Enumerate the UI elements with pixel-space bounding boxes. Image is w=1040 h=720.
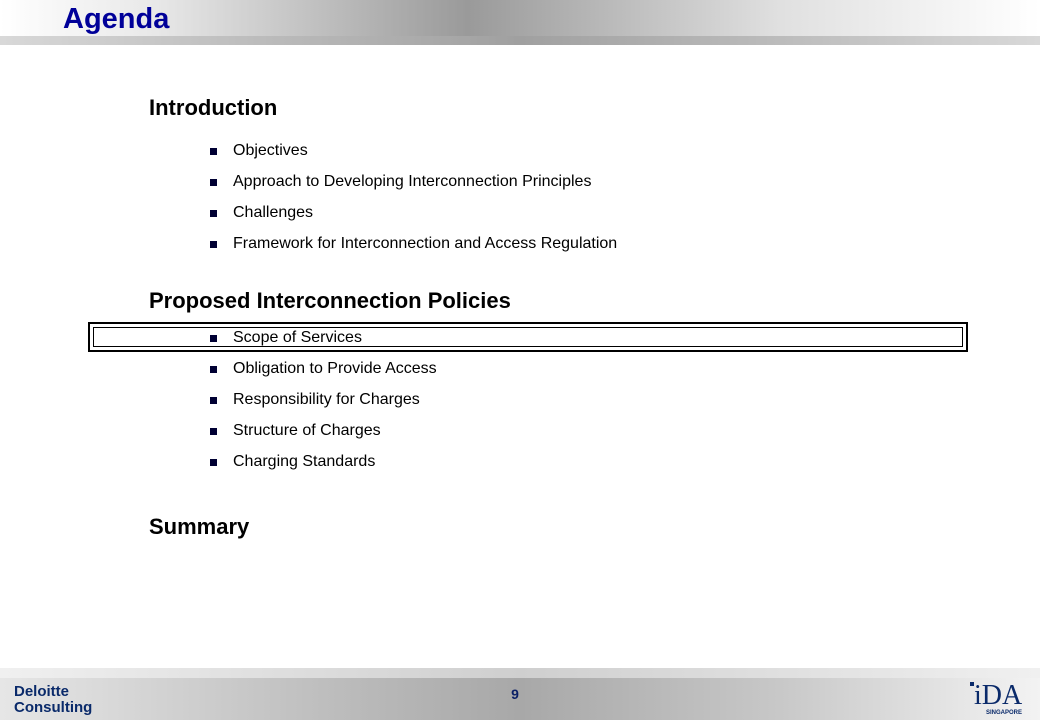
list-item-highlighted (210, 327, 362, 349)
list-item (210, 140, 308, 162)
list-item (210, 202, 313, 224)
bullet-square-icon (210, 241, 217, 248)
page-number: 9 (511, 686, 519, 702)
list-item-label: Framework for Interconnection and Access Regulation (233, 235, 618, 252)
list-item-label: Objectives (233, 142, 308, 159)
bullet-square-icon (210, 397, 217, 404)
list-item (210, 420, 381, 442)
bullet-square-icon (210, 148, 217, 155)
ida-logo-text: iDA (974, 680, 1023, 711)
deloitte-consulting-logo (14, 684, 114, 716)
bullet-square-icon (210, 335, 217, 342)
section-heading-summary: Summary (149, 514, 250, 539)
slide-title: Agenda (63, 3, 170, 35)
footer-rule (0, 668, 1040, 678)
bullet-square-icon (210, 428, 217, 435)
ida-logo-subtext: SINGAPORE (986, 710, 1023, 716)
list-item-label: Responsibility for Charges (233, 391, 420, 408)
list-item (210, 233, 617, 255)
bullet-square-icon (210, 366, 217, 373)
list-item (210, 171, 591, 193)
bullet-square-icon (210, 179, 217, 186)
list-item (210, 451, 375, 473)
logo-line-2: Consulting (14, 699, 93, 716)
section-heading-proposed-policies: Proposed Interconnection Policies (149, 288, 511, 313)
list-item (210, 358, 437, 380)
ida-singapore-logo (968, 674, 1028, 718)
list-item-label: Approach to Developing Interconnection Principles (233, 173, 592, 190)
list-item-label: Charging Standards (233, 453, 376, 470)
logo-line-1: Deloitte (14, 683, 70, 700)
list-item-label: Structure of Charges (233, 422, 381, 439)
section-heading-introduction: Introduction (149, 95, 278, 120)
list-item-label: Scope of Services (233, 329, 362, 346)
bullet-square-icon (210, 459, 217, 466)
list-item-label: Obligation to Provide Access (233, 360, 437, 377)
list-item-label: Challenges (233, 204, 314, 221)
list-item (210, 389, 420, 411)
bullet-square-icon (210, 210, 217, 217)
